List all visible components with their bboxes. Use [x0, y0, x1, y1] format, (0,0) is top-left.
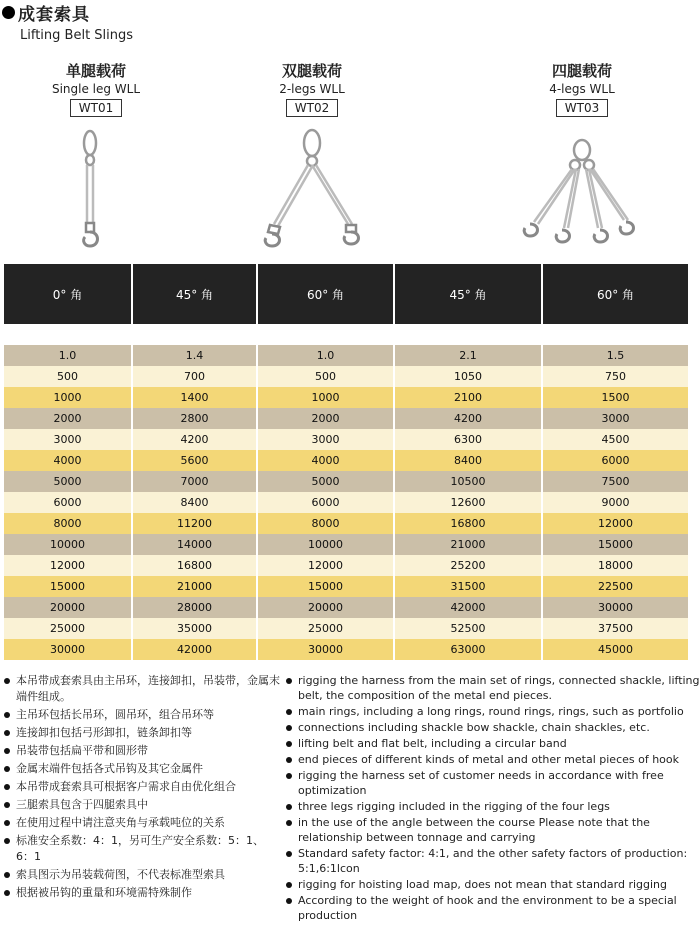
table-cell: 1.5 — [542, 345, 688, 366]
bullet-icon — [4, 820, 10, 826]
bullet-icon — [286, 741, 292, 747]
list-item: According to the weight of hook and the environment to be a special production — [286, 893, 700, 923]
bullet-icon — [286, 820, 292, 826]
list-item: 金属末端件包括各式吊钩及其它金属件 — [4, 761, 280, 777]
bullet-icon — [286, 882, 292, 888]
col-header: 45° 角 — [132, 264, 257, 324]
table-row — [4, 366, 688, 387]
variant-name-cn: 四腿载荷 — [551, 62, 612, 80]
table-cell: 9000 — [542, 492, 688, 513]
list-item: rigging the harness set of customer needs in accordance with free optimization — [286, 768, 700, 798]
bullet-icon — [2, 6, 15, 19]
variant-name-cn: 双腿载荷 — [281, 62, 342, 80]
table-row — [4, 555, 688, 576]
table-cell: 21000 — [394, 534, 542, 555]
col-header: 0° 角 — [4, 264, 132, 324]
bullet-icon — [286, 709, 292, 715]
list-item: connections including shackle bow shackle, chain shackles, etc. — [286, 720, 700, 735]
list-item: 三腿索具包含于四腿索具中 — [4, 797, 280, 813]
list-item: 标准安全系数：4：1，另可生产安全系数：5：1、6：1 — [4, 833, 280, 865]
col-header: 60° 角 — [542, 264, 688, 324]
table-row — [4, 450, 688, 471]
table-row — [4, 408, 688, 429]
bullet-icon — [286, 773, 292, 779]
table-cell: 6000 — [257, 492, 394, 513]
table-cell: 1.0 — [4, 345, 132, 366]
table-cell: 7000 — [132, 471, 257, 492]
list-item: 吊装带包括扁平带和圆形带 — [4, 743, 280, 759]
table-cell: 12000 — [542, 513, 688, 534]
table-row — [4, 597, 688, 618]
list-item: 本吊带成套索具可根据客户需求自由优化组合 — [4, 779, 280, 795]
variant-code: WT03 — [556, 99, 608, 117]
factor-row — [4, 345, 688, 366]
4-legs-sling-icon — [520, 138, 645, 248]
section-title-en: Lifting Belt Slings — [20, 28, 134, 43]
table-cell: 30000 — [542, 597, 688, 618]
table-cell: 2000 — [4, 408, 132, 429]
table-cell: 2.1 — [394, 345, 542, 366]
list-item: 连接卸扣包括弓形卸扣，链条卸扣等 — [4, 725, 280, 741]
table-cell: 2800 — [132, 408, 257, 429]
variant-name-en: Single leg WLL — [51, 82, 141, 96]
list-item: lifting belt and flat belt, including a circular band — [286, 736, 700, 751]
table-cell: 1000 — [257, 387, 394, 408]
table-cell: 21000 — [132, 576, 257, 597]
table-cell: 10000 — [257, 534, 394, 555]
table-cell: 37500 — [542, 618, 688, 639]
table-cell: 25200 — [394, 555, 542, 576]
table-cell: 4000 — [257, 450, 394, 471]
table-cell: 2000 — [257, 408, 394, 429]
table-cell: 4200 — [132, 429, 257, 450]
table-cell: 35000 — [132, 618, 257, 639]
variant-name-cn: 单腿载荷 — [65, 62, 126, 80]
table-cell: 2100 — [394, 387, 542, 408]
list-item: 本吊带成套索具由主吊环，连接卸扣，吊装带，金属末端件组成。 — [4, 673, 280, 705]
bullet-icon — [4, 784, 10, 790]
table-cell: 63000 — [394, 639, 542, 660]
table-cell: 20000 — [257, 597, 394, 618]
table-cell: 1.4 — [132, 345, 257, 366]
wll-table — [4, 264, 688, 660]
table-cell: 11200 — [132, 513, 257, 534]
bullet-icon — [4, 748, 10, 754]
table-cell: 1400 — [132, 387, 257, 408]
bullet-icon — [286, 678, 292, 684]
variant-4-legs — [502, 60, 662, 117]
table-cell: 8000 — [4, 513, 132, 534]
bullet-icon — [4, 838, 10, 844]
table-cell: 15000 — [257, 576, 394, 597]
bullet-icon — [286, 898, 292, 904]
notes-cn — [4, 673, 280, 903]
list-item: 索具图示为吊装载荷图，不代表标准型索具 — [4, 867, 280, 883]
table-cell: 8000 — [257, 513, 394, 534]
list-item: 根据被吊钩的重量和环境需特殊制作 — [4, 885, 280, 901]
table-cell: 20000 — [4, 597, 132, 618]
list-item: 主吊环包括长吊环，圆吊环，组合吊环等 — [4, 707, 280, 723]
table-cell: 12600 — [394, 492, 542, 513]
table-cell: 4200 — [394, 408, 542, 429]
table-row — [4, 534, 688, 555]
bullet-icon — [4, 766, 10, 772]
table-cell: 15000 — [542, 534, 688, 555]
table-cell: 4500 — [542, 429, 688, 450]
table-row — [4, 618, 688, 639]
table-cell: 7500 — [542, 471, 688, 492]
list-item: rigging the harness from the main set of rings, connected shackle, lifting belt, the composition of the metal end pieces. — [286, 673, 700, 703]
variant-single-leg — [16, 60, 176, 117]
list-item: main rings, including a long rings, round rings, rings, such as portfolio — [286, 704, 700, 719]
table-cell: 5600 — [132, 450, 257, 471]
list-item: end pieces of different kinds of metal and other metal pieces of hook — [286, 752, 700, 767]
table-cell: 6000 — [542, 450, 688, 471]
list-item: 在使用过程中请注意夹角与承载吨位的关系 — [4, 815, 280, 831]
bullet-icon — [286, 725, 292, 731]
table-cell: 12000 — [257, 555, 394, 576]
table-cell: 1.0 — [257, 345, 394, 366]
table-cell: 3000 — [4, 429, 132, 450]
table-cell: 28000 — [132, 597, 257, 618]
variant-code: WT02 — [286, 99, 338, 117]
table-row — [4, 387, 688, 408]
list-item: Standard safety factor: 4:1, and the other safety factors of production: 5:1,6:1lcon — [286, 846, 700, 876]
bullet-icon — [4, 802, 10, 808]
table-cell: 1050 — [394, 366, 542, 387]
table-cell: 6300 — [394, 429, 542, 450]
variant-code: WT01 — [70, 99, 122, 117]
table-cell: 25000 — [4, 618, 132, 639]
variant-2-legs — [232, 60, 392, 117]
table-cell: 8400 — [394, 450, 542, 471]
table-cell: 16800 — [394, 513, 542, 534]
table-cell: 15000 — [4, 576, 132, 597]
table-cell: 10000 — [4, 534, 132, 555]
col-header: 60° 角 — [257, 264, 394, 324]
bullet-icon — [4, 872, 10, 878]
table-cell: 6000 — [4, 492, 132, 513]
table-cell: 30000 — [257, 639, 394, 660]
list-item: three legs rigging included in the rigging of the four legs — [286, 799, 700, 814]
table-cell: 1500 — [542, 387, 688, 408]
table-cell: 5000 — [4, 471, 132, 492]
table-cell: 1000 — [4, 387, 132, 408]
table-cell: 700 — [132, 366, 257, 387]
table-cell: 10500 — [394, 471, 542, 492]
table-cell: 30000 — [4, 639, 132, 660]
table-row — [4, 429, 688, 450]
bullet-icon — [286, 757, 292, 763]
table-cell: 8400 — [132, 492, 257, 513]
col-header: 45° 角 — [394, 264, 542, 324]
table-cell: 500 — [4, 366, 132, 387]
table-cell: 3000 — [542, 408, 688, 429]
section-header — [2, 0, 90, 25]
list-item: rigging for hoisting load map, does not mean that standard rigging — [286, 877, 700, 892]
table-cell: 750 — [542, 366, 688, 387]
table-cell: 25000 — [257, 618, 394, 639]
bullet-icon — [4, 730, 10, 736]
bullet-icon — [286, 851, 292, 857]
table-cell: 14000 — [132, 534, 257, 555]
table-cell: 18000 — [542, 555, 688, 576]
table-cell: 3000 — [257, 429, 394, 450]
table-cell: 22500 — [542, 576, 688, 597]
bullet-icon — [286, 804, 292, 810]
table-cell: 4000 — [4, 450, 132, 471]
table-cell: 500 — [257, 366, 394, 387]
table-cell: 12000 — [4, 555, 132, 576]
table-header-row — [4, 264, 688, 324]
table-cell: 5000 — [257, 471, 394, 492]
table-row — [4, 492, 688, 513]
table-row — [4, 639, 688, 660]
bullet-icon — [4, 712, 10, 718]
bullet-icon — [4, 678, 10, 684]
table-cell: 16800 — [132, 555, 257, 576]
list-item: in the use of the angle between the course Please note that the relationship between tonnage and carrying — [286, 815, 700, 845]
notes-en — [286, 673, 700, 924]
single-leg-sling-icon — [60, 128, 120, 248]
table-row — [4, 471, 688, 492]
table-cell: 42000 — [132, 639, 257, 660]
table-cell: 52500 — [394, 618, 542, 639]
section-title-cn: 成套索具 — [18, 5, 90, 25]
2-legs-sling-icon — [256, 128, 376, 248]
bullet-icon — [4, 890, 10, 896]
variant-name-en: 4-legs WLL — [549, 82, 615, 96]
table-cell: 45000 — [542, 639, 688, 660]
table-row — [4, 576, 688, 597]
variant-name-en: 2-legs WLL — [279, 82, 345, 96]
table-cell: 42000 — [394, 597, 542, 618]
table-cell: 31500 — [394, 576, 542, 597]
table-row — [4, 513, 688, 534]
